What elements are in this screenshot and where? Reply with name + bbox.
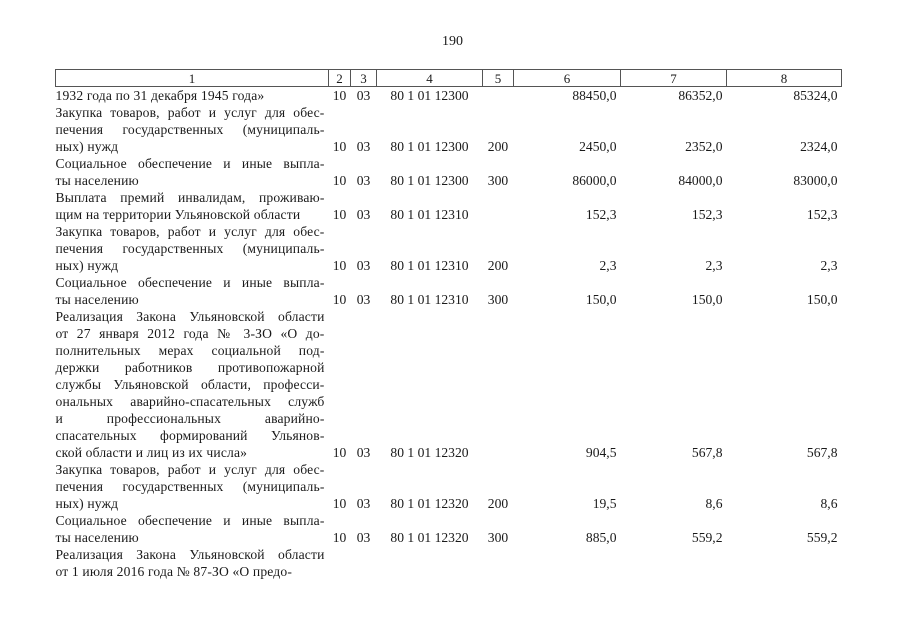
row-name-line: полнительных мерах социальной под- [55, 343, 325, 358]
target-article-cell [377, 546, 483, 580]
subsection-code-cell: 03 [356, 173, 371, 188]
expense-type-cell [483, 189, 514, 223]
subsection-code-cell: 03 [356, 496, 371, 511]
row-name-line: и профессиональных аварийно- [55, 411, 325, 426]
subsection-code-cell: 03 [356, 445, 371, 460]
amount-col8-cell: 152,3 [806, 207, 838, 222]
amount-col6-cell: 2450,0 [579, 139, 617, 154]
table-row [56, 512, 842, 546]
row-name-cell [56, 87, 329, 105]
amount-col7-cell: 152,3 [691, 207, 723, 222]
amount-col7-cell: 84000,0 [678, 173, 723, 188]
row-name-line: ных) нужд [55, 139, 119, 154]
header-row [56, 70, 842, 87]
table-body [56, 87, 842, 581]
amount-col8-cell [727, 546, 842, 580]
table-row [56, 104, 842, 155]
row-name-line: печения государственных (муниципаль- [55, 241, 325, 256]
subsection-code-cell [351, 546, 377, 580]
target-article-cell: 80 1 01 12310 [390, 292, 469, 307]
section-code-cell: 10 [332, 530, 347, 545]
amount-col7-cell: 2352,0 [685, 139, 723, 154]
amount-col6-cell: 86000,0 [572, 173, 617, 188]
row-name-line: Выплата премий инвалидам, проживаю- [55, 190, 325, 205]
table-row [56, 189, 842, 223]
table-row [56, 155, 842, 189]
row-name-line: спасательных формирований Ульянов- [55, 428, 325, 443]
section-code-cell: 10 [332, 207, 347, 222]
subsection-code-cell: 03 [356, 258, 371, 273]
row-name-line: службы Ульяновской области, професси- [55, 377, 325, 392]
row-name-line: ты населению [55, 173, 139, 188]
amount-col7-cell: 150,0 [691, 292, 723, 307]
expense-type-cell [483, 546, 514, 580]
row-name-line: ты населению [55, 530, 139, 545]
row-name-line: ской области и лиц из их числа» [55, 445, 248, 460]
column-header: 3 [351, 70, 377, 87]
expense-type-cell: 300 [487, 292, 509, 307]
column-header: 5 [483, 70, 514, 87]
subsection-code-cell: 03 [356, 139, 371, 154]
section-code-cell: 10 [332, 139, 347, 154]
row-name-line: ных) нужд [55, 258, 119, 273]
amount-col6-cell: 885,0 [585, 530, 617, 545]
amount-col6-cell: 150,0 [585, 292, 617, 307]
row-name-line: Реализация Закона Ульяновской области [55, 547, 325, 562]
section-code-cell: 10 [332, 173, 347, 188]
amount-col8-cell: 2,3 [820, 258, 838, 273]
target-article-cell: 80 1 01 12300 [390, 139, 469, 154]
budget-table [55, 69, 842, 580]
expense-type-cell: 200 [487, 496, 509, 511]
row-name-cell [56, 274, 329, 308]
row-name-line: щим на территории Ульяновской области [55, 207, 301, 222]
table-row [56, 461, 842, 512]
row-name-line: от 27 января 2012 года № 3-ЗО «О до- [55, 326, 325, 341]
row-name-line: Закупка товаров, работ и услуг для обес- [55, 462, 325, 477]
row-name-cell [56, 155, 329, 189]
target-article-cell: 80 1 01 12300 [390, 173, 469, 188]
row-name-line: от 1 июля 2016 года № 87-ЗО «О предо- [55, 564, 292, 579]
table-row [56, 308, 842, 461]
amount-col6-cell: 904,5 [585, 445, 617, 460]
amount-col7-cell [621, 546, 727, 580]
row-name-line: 1932 года по 31 декабря 1945 года» [55, 88, 265, 103]
section-code-cell: 10 [332, 292, 347, 307]
amount-col7-cell: 567,8 [691, 445, 723, 460]
subsection-code-cell: 03 [356, 88, 371, 103]
expense-type-cell [483, 87, 514, 105]
amount-col8-cell: 150,0 [806, 292, 838, 307]
table-row [56, 87, 842, 105]
row-name-line: Реализация Закона Ульяновской области [55, 309, 325, 324]
section-code-cell: 10 [332, 496, 347, 511]
row-name-cell [56, 512, 329, 546]
row-name-cell [56, 546, 329, 580]
row-name-line: Социальное обеспечение и иные выпла- [55, 275, 325, 290]
target-article-cell: 80 1 01 12300 [390, 88, 469, 103]
amount-col8-cell: 83000,0 [793, 173, 838, 188]
expense-type-cell: 200 [487, 258, 509, 273]
amount-col8-cell: 8,6 [820, 496, 838, 511]
table-row [56, 274, 842, 308]
row-name-line: ных) нужд [55, 496, 119, 511]
table-row [56, 223, 842, 274]
expense-type-cell [483, 308, 514, 461]
row-name-line: ты населению [55, 292, 139, 307]
row-name-cell [56, 308, 329, 461]
amount-col8-cell: 2324,0 [800, 139, 838, 154]
table-row [56, 546, 842, 580]
column-header: 1 [56, 70, 329, 87]
expense-type-cell: 300 [487, 173, 509, 188]
row-name-cell [56, 223, 329, 274]
amount-col6-cell: 19,5 [592, 496, 617, 511]
column-header: 2 [329, 70, 351, 87]
subsection-code-cell: 03 [356, 530, 371, 545]
row-name-line: Социальное обеспечение и иные выпла- [55, 513, 325, 528]
section-code-cell: 10 [332, 445, 347, 460]
amount-col7-cell: 8,6 [705, 496, 723, 511]
page-number: 190 [442, 34, 463, 49]
expense-type-cell: 200 [487, 139, 509, 154]
amount-col7-cell: 86352,0 [678, 88, 723, 103]
section-code-cell: 10 [332, 258, 347, 273]
target-article-cell: 80 1 01 12320 [390, 496, 469, 511]
amount-col6-cell: 2,3 [599, 258, 617, 273]
column-header: 4 [377, 70, 483, 87]
row-name-line: печения государственных (муниципаль- [55, 122, 325, 137]
row-name-line: Социальное обеспечение и иные выпла- [55, 156, 325, 171]
expense-type-cell: 300 [487, 530, 509, 545]
column-header: 8 [727, 70, 842, 87]
target-article-cell: 80 1 01 12310 [390, 258, 469, 273]
section-code-cell: 10 [332, 88, 347, 103]
row-name-line: печения государственных (муниципаль- [55, 479, 325, 494]
column-header: 6 [514, 70, 621, 87]
amount-col8-cell: 85324,0 [793, 88, 838, 103]
target-article-cell: 80 1 01 12310 [390, 207, 469, 222]
amount-col6-cell: 152,3 [585, 207, 617, 222]
row-name-cell [56, 189, 329, 223]
amount-col7-cell: 2,3 [705, 258, 723, 273]
row-name-line: Закупка товаров, работ и услуг для обес- [55, 224, 325, 239]
column-header: 7 [621, 70, 727, 87]
row-name-line: держки работников противопожарной [55, 360, 325, 375]
row-name-line: Закупка товаров, работ и услуг для обес- [55, 105, 325, 120]
amount-col8-cell: 559,2 [806, 530, 838, 545]
row-name-cell [56, 461, 329, 512]
subsection-code-cell: 03 [356, 292, 371, 307]
section-code-cell [329, 546, 351, 580]
subsection-code-cell: 03 [356, 207, 371, 222]
target-article-cell: 80 1 01 12320 [390, 530, 469, 545]
amount-col7-cell: 559,2 [691, 530, 723, 545]
row-name-line: ональных аварийно-спасательных служб [55, 394, 325, 409]
amount-col6-cell: 88450,0 [572, 88, 617, 103]
target-article-cell: 80 1 01 12320 [390, 445, 469, 460]
row-name-cell [56, 104, 329, 155]
amount-col8-cell: 567,8 [806, 445, 838, 460]
table-header [56, 70, 842, 87]
amount-col6-cell [514, 546, 621, 580]
